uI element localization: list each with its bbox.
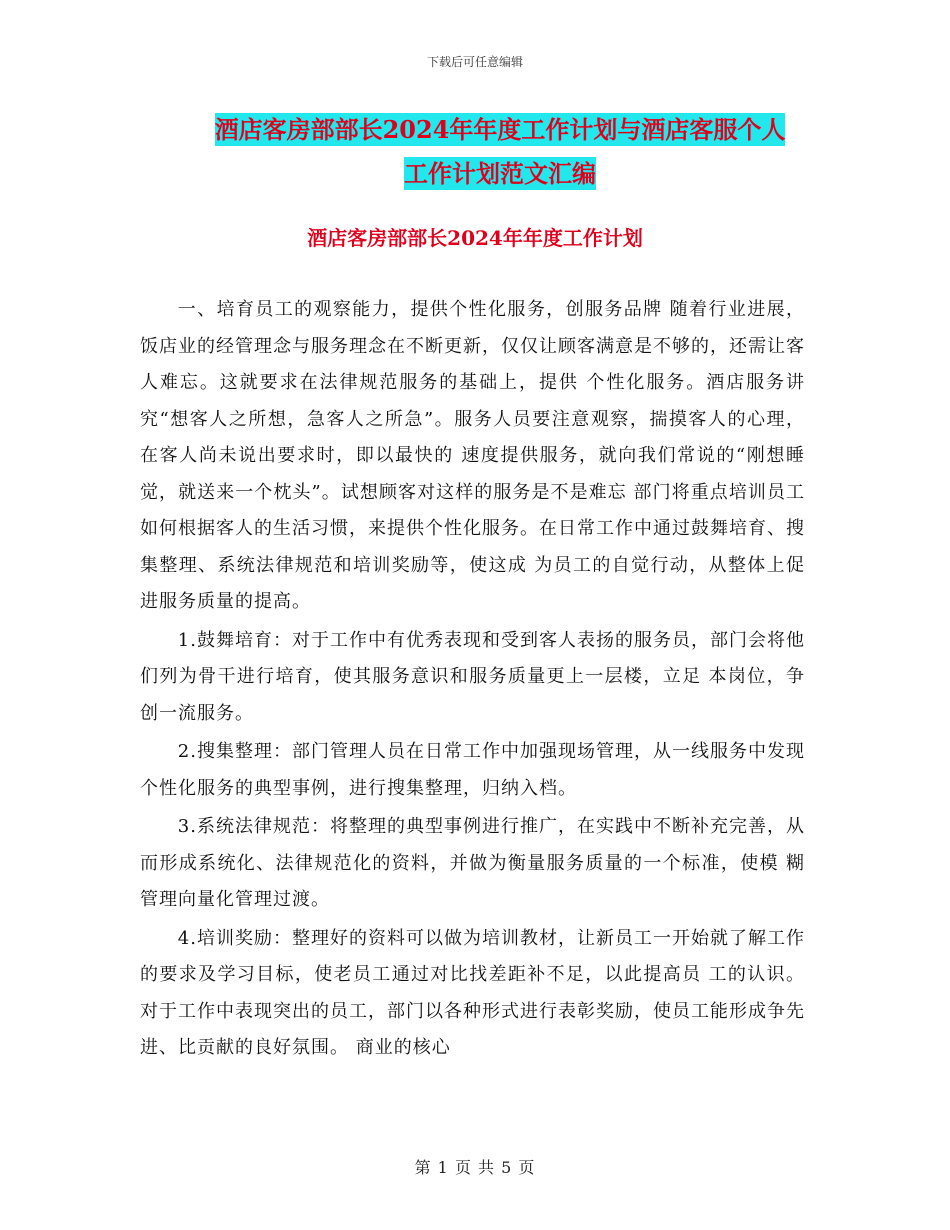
paragraph-item-3: 3.系统法律规范：将整理的典型事例进行推广，在实践中不断补充完善，从而形成系统化、法律规范化的资料，并做为衡量服务质量的一个标准，使模 糊管理向量化管理过渡。 xyxy=(140,816,805,910)
header-note: 下载后可任意编辑 xyxy=(426,55,523,69)
paragraph-intro: 一、培育员工的观察能力，提供个性化服务，创服务品牌 随着行业进展，饭店业的经管理念与服务理念在不断更新，仅仅让顾客满意是不够的，还需让客人难忘。这就要求在法律规范服务的基础上，提供 个性化服务。酒店服务讲究“想客人之所想，急客人之所急”。服务人员要注意观察，揣摸客人的心理，在客人尚未说出要求时，即以最快的 速度提供服务，就向我们常说的“刚想睡觉，就送来一个枕头”。试想顾客对这样的服务是不是难忘 部门将重点培训员工如何根据客人的生活习惯，来提供个性化服务。在日常工作中通过鼓舞培育、搜集整理、系统法律规范和培训奖励等，使这成 为员工的自觉行动，从整体上促进服务质量的提高。 xyxy=(140,299,805,612)
body-text xyxy=(140,292,805,1069)
section-title: 酒店客房部部长2024年年度工作计划 xyxy=(307,226,643,250)
paragraph-item-4: 4.培训奖励：整理好的资料可以做为培训教材，让新员工一开始就了解工作的要求及学习目标，使老员工通过对比找差距补不足，以此提高员 工的认识。对于工作中表现突出的员工，部门以各种形式进行表彰奖励，使员工能形成争先进、比贡献的良好氛围。 商业的核心 xyxy=(140,927,805,1058)
paragraph-item-2: 2.搜集整理：部门管理人员在日常工作中加强现场管理，从一线服务中发现个性化服务的典型事例，进行搜集整理，归纳入档。 xyxy=(140,741,805,799)
title-line-1: 酒店客房部部长2024年年度工作计划与酒店客服个人 xyxy=(214,115,786,144)
document-title xyxy=(80,108,920,196)
page-footer: 第 1 页 共 5 页 xyxy=(414,1158,536,1177)
title-line-2: 工作计划范文汇编 xyxy=(404,159,596,188)
paragraph-item-1: 1.鼓舞培育：对于工作中有优秀表现和受到客人表扬的服务员，部门会将他们列为骨干进行培育，使其服务意识和服务质量更上一层楼，立足 本岗位，争创一流服务。 xyxy=(140,629,805,724)
